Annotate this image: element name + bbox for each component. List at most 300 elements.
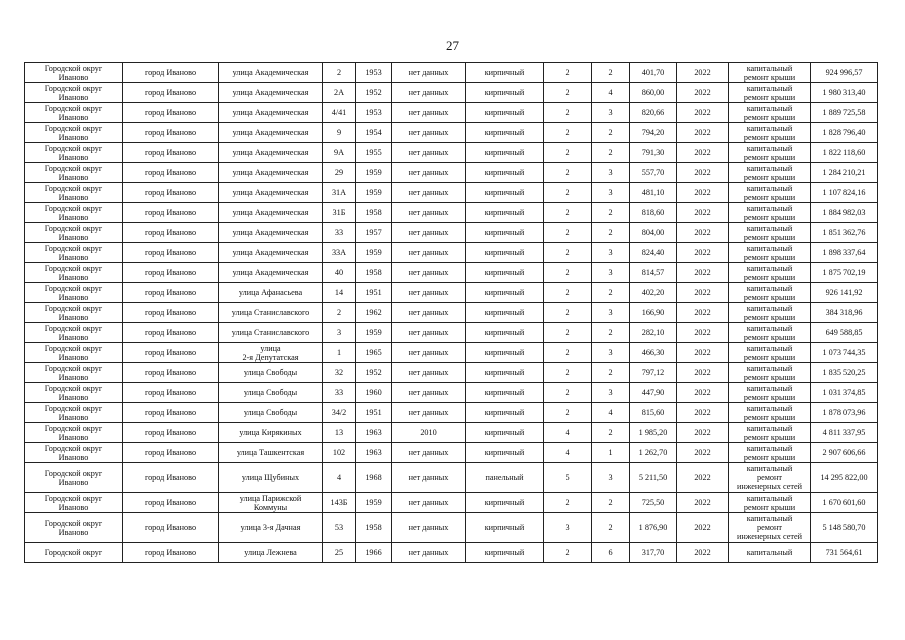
street-cell: улица Академическая: [219, 263, 323, 283]
overhaul-year-cell: нет данных: [392, 203, 466, 223]
floors-cell: 2: [544, 363, 592, 383]
overhaul-year-cell: нет данных: [392, 323, 466, 343]
wall-material-cell: кирпичный: [466, 513, 544, 543]
area-cell: 725,50: [630, 493, 677, 513]
municipality-cell: Городской округ Иваново: [25, 183, 123, 203]
entrances-cell: 2: [592, 123, 630, 143]
municipality-cell: Городской округ Иваново: [25, 513, 123, 543]
table-row: [25, 163, 878, 183]
year-built-cell: 1959: [356, 163, 392, 183]
street-cell: улица Академическая: [219, 63, 323, 83]
work-type-cell: капитальный ремонт инженерных сетей: [729, 463, 811, 493]
floors-cell: 2: [544, 323, 592, 343]
cost-cell: 1 670 601,60: [811, 493, 878, 513]
cost-cell: 1 980 313,40: [811, 83, 878, 103]
cost-cell: 5 148 580,70: [811, 513, 878, 543]
wall-material-cell: кирпичный: [466, 163, 544, 183]
street-cell: улица Лежнева: [219, 543, 323, 563]
settlement-cell: город Иваново: [123, 323, 219, 343]
entrances-cell: 2: [592, 493, 630, 513]
floors-cell: 2: [544, 83, 592, 103]
year-built-cell: 1962: [356, 303, 392, 323]
year-built-cell: 1955: [356, 143, 392, 163]
cost-cell: 924 996,57: [811, 63, 878, 83]
work-type-cell: капитальный ремонт крыши: [729, 283, 811, 303]
year-built-cell: 1951: [356, 403, 392, 423]
table-row: [25, 403, 878, 423]
work-type-cell: капитальный ремонт крыши: [729, 383, 811, 403]
floors-cell: 2: [544, 343, 592, 363]
floors-cell: 3: [544, 513, 592, 543]
street-cell: улица Академическая: [219, 243, 323, 263]
area-cell: 401,70: [630, 63, 677, 83]
floors-cell: 5: [544, 463, 592, 493]
street-cell: улица Академическая: [219, 123, 323, 143]
entrances-cell: 3: [592, 263, 630, 283]
year-built-cell: 1954: [356, 123, 392, 143]
cost-cell: 1 107 824,16: [811, 183, 878, 203]
plan-year-cell: 2022: [677, 223, 729, 243]
street-cell: улица Свободы: [219, 363, 323, 383]
settlement-cell: город Иваново: [123, 403, 219, 423]
cost-cell: 731 564,61: [811, 543, 878, 563]
overhaul-year-cell: нет данных: [392, 183, 466, 203]
overhaul-year-cell: нет данных: [392, 463, 466, 493]
municipality-cell: Городской округ Иваново: [25, 443, 123, 463]
year-built-cell: 1959: [356, 243, 392, 263]
cost-cell: 926 141,92: [811, 283, 878, 303]
wall-material-cell: кирпичный: [466, 203, 544, 223]
area-cell: 166,90: [630, 303, 677, 323]
plan-year-cell: 2022: [677, 83, 729, 103]
work-type-cell: капитальный ремонт крыши: [729, 143, 811, 163]
house-number-cell: 1: [323, 343, 356, 363]
entrances-cell: 3: [592, 303, 630, 323]
entrances-cell: 2: [592, 63, 630, 83]
year-built-cell: 1959: [356, 183, 392, 203]
settlement-cell: город Иваново: [123, 183, 219, 203]
area-cell: 818,60: [630, 203, 677, 223]
street-cell: улица Свободы: [219, 383, 323, 403]
table-row: [25, 493, 878, 513]
municipality-cell: Городской округ Иваново: [25, 423, 123, 443]
area-cell: 791,30: [630, 143, 677, 163]
year-built-cell: 1952: [356, 83, 392, 103]
area-cell: 820,66: [630, 103, 677, 123]
floors-cell: 2: [544, 63, 592, 83]
work-type-cell: капитальный ремонт крыши: [729, 493, 811, 513]
area-cell: 481,10: [630, 183, 677, 203]
floors-cell: 2: [544, 543, 592, 563]
wall-material-cell: кирпичный: [466, 423, 544, 443]
wall-material-cell: кирпичный: [466, 543, 544, 563]
wall-material-cell: кирпичный: [466, 363, 544, 383]
wall-material-cell: кирпичный: [466, 223, 544, 243]
street-cell: улица Ташкентская: [219, 443, 323, 463]
street-cell: улица Свободы: [219, 403, 323, 423]
overhaul-year-cell: нет данных: [392, 383, 466, 403]
entrances-cell: 3: [592, 183, 630, 203]
entrances-cell: 3: [592, 163, 630, 183]
entrances-cell: 4: [592, 83, 630, 103]
area-cell: 1 262,70: [630, 443, 677, 463]
street-cell: улица 3-я Дачная: [219, 513, 323, 543]
plan-year-cell: 2022: [677, 283, 729, 303]
wall-material-cell: кирпичный: [466, 143, 544, 163]
cost-cell: 1 851 362,76: [811, 223, 878, 243]
house-number-cell: 4/41: [323, 103, 356, 123]
settlement-cell: город Иваново: [123, 203, 219, 223]
settlement-cell: город Иваново: [123, 443, 219, 463]
municipality-cell: Городской округ Иваново: [25, 123, 123, 143]
table-row: [25, 343, 878, 363]
overhaul-year-cell: нет данных: [392, 163, 466, 183]
area-cell: 447,90: [630, 383, 677, 403]
area-cell: 860,00: [630, 83, 677, 103]
cost-cell: 1 898 337,64: [811, 243, 878, 263]
table-row: [25, 263, 878, 283]
work-type-cell: капитальный ремонт крыши: [729, 363, 811, 383]
cost-cell: 1 878 073,96: [811, 403, 878, 423]
house-number-cell: 2: [323, 303, 356, 323]
overhaul-year-cell: нет данных: [392, 493, 466, 513]
wall-material-cell: кирпичный: [466, 243, 544, 263]
wall-material-cell: кирпичный: [466, 443, 544, 463]
floors-cell: 4: [544, 443, 592, 463]
house-number-cell: 31А: [323, 183, 356, 203]
floors-cell: 2: [544, 243, 592, 263]
municipality-cell: Городской округ Иваново: [25, 163, 123, 183]
house-number-cell: 2: [323, 63, 356, 83]
wall-material-cell: кирпичный: [466, 63, 544, 83]
house-number-cell: 31Б: [323, 203, 356, 223]
municipality-cell: Городской округ Иваново: [25, 203, 123, 223]
entrances-cell: 4: [592, 403, 630, 423]
municipality-cell: Городской округ Иваново: [25, 463, 123, 493]
year-built-cell: 1953: [356, 63, 392, 83]
municipality-cell: Городской округ Иваново: [25, 383, 123, 403]
table-row: [25, 303, 878, 323]
year-built-cell: 1959: [356, 323, 392, 343]
street-cell: улица Станиславского: [219, 323, 323, 343]
street-cell: улица Академическая: [219, 183, 323, 203]
house-number-cell: 32: [323, 363, 356, 383]
plan-year-cell: 2022: [677, 423, 729, 443]
house-number-cell: 25: [323, 543, 356, 563]
wall-material-cell: кирпичный: [466, 183, 544, 203]
area-cell: 814,57: [630, 263, 677, 283]
cost-cell: 1 284 210,21: [811, 163, 878, 183]
year-built-cell: 1966: [356, 543, 392, 563]
entrances-cell: 2: [592, 323, 630, 343]
settlement-cell: город Иваново: [123, 83, 219, 103]
house-number-cell: 13: [323, 423, 356, 443]
settlement-cell: город Иваново: [123, 463, 219, 493]
entrances-cell: 1: [592, 443, 630, 463]
table-row: [25, 283, 878, 303]
plan-year-cell: 2022: [677, 163, 729, 183]
wall-material-cell: кирпичный: [466, 383, 544, 403]
wall-material-cell: кирпичный: [466, 283, 544, 303]
table-row: [25, 83, 878, 103]
settlement-cell: город Иваново: [123, 103, 219, 123]
wall-material-cell: кирпичный: [466, 343, 544, 363]
plan-year-cell: 2022: [677, 63, 729, 83]
overhaul-year-cell: нет данных: [392, 83, 466, 103]
cost-cell: 1 875 702,19: [811, 263, 878, 283]
overhaul-year-cell: нет данных: [392, 303, 466, 323]
cost-cell: 1 031 374,85: [811, 383, 878, 403]
area-cell: 317,70: [630, 543, 677, 563]
work-type-cell: капитальный ремонт крыши: [729, 403, 811, 423]
overhaul-year-cell: нет данных: [392, 103, 466, 123]
cost-cell: 1 828 796,40: [811, 123, 878, 143]
plan-year-cell: 2022: [677, 243, 729, 263]
house-number-cell: 33: [323, 383, 356, 403]
overhaul-year-cell: нет данных: [392, 123, 466, 143]
house-number-cell: 3: [323, 323, 356, 343]
plan-year-cell: 2022: [677, 103, 729, 123]
area-cell: 804,00: [630, 223, 677, 243]
table-row: [25, 383, 878, 403]
year-built-cell: 1968: [356, 463, 392, 493]
work-type-cell: капитальный ремонт крыши: [729, 303, 811, 323]
street-cell: улица Академическая: [219, 83, 323, 103]
overhaul-year-cell: нет данных: [392, 283, 466, 303]
house-number-cell: 143Б: [323, 493, 356, 513]
house-number-cell: 4: [323, 463, 356, 493]
settlement-cell: город Иваново: [123, 303, 219, 323]
overhaul-year-cell: нет данных: [392, 343, 466, 363]
plan-year-cell: 2022: [677, 143, 729, 163]
table-row: [25, 423, 878, 443]
settlement-cell: город Иваново: [123, 63, 219, 83]
area-cell: 1 876,90: [630, 513, 677, 543]
floors-cell: 2: [544, 223, 592, 243]
wall-material-cell: кирпичный: [466, 323, 544, 343]
work-type-cell: капитальный ремонт крыши: [729, 123, 811, 143]
municipality-cell: Городской округ Иваново: [25, 223, 123, 243]
entrances-cell: 2: [592, 143, 630, 163]
floors-cell: 2: [544, 163, 592, 183]
year-built-cell: 1958: [356, 513, 392, 543]
municipality-cell: Городской округ Иваново: [25, 143, 123, 163]
floors-cell: 2: [544, 263, 592, 283]
street-cell: улица Академическая: [219, 103, 323, 123]
table-row: [25, 543, 878, 563]
settlement-cell: город Иваново: [123, 513, 219, 543]
year-built-cell: 1951: [356, 283, 392, 303]
entrances-cell: 2: [592, 513, 630, 543]
cost-cell: 384 318,96: [811, 303, 878, 323]
entrances-cell: 3: [592, 343, 630, 363]
plan-year-cell: 2022: [677, 363, 729, 383]
municipality-cell: Городской округ Иваново: [25, 243, 123, 263]
settlement-cell: город Иваново: [123, 423, 219, 443]
settlement-cell: город Иваново: [123, 223, 219, 243]
wall-material-cell: кирпичный: [466, 493, 544, 513]
plan-year-cell: 2022: [677, 383, 729, 403]
cost-cell: 1 835 520,25: [811, 363, 878, 383]
municipality-cell: Городской округ Иваново: [25, 343, 123, 363]
overhaul-year-cell: нет данных: [392, 263, 466, 283]
entrances-cell: 2: [592, 423, 630, 443]
street-cell: улица Академическая: [219, 223, 323, 243]
cost-cell: 649 588,85: [811, 323, 878, 343]
plan-year-cell: 2022: [677, 543, 729, 563]
entrances-cell: 3: [592, 243, 630, 263]
overhaul-year-cell: нет данных: [392, 443, 466, 463]
work-type-cell: капитальный ремонт крыши: [729, 163, 811, 183]
overhaul-year-cell: нет данных: [392, 363, 466, 383]
work-type-cell: капитальный ремонт крыши: [729, 323, 811, 343]
floors-cell: 2: [544, 143, 592, 163]
work-type-cell: капитальный ремонт инженерных сетей: [729, 513, 811, 543]
wall-material-cell: кирпичный: [466, 303, 544, 323]
municipality-cell: Городской округ Иваново: [25, 493, 123, 513]
cost-cell: 1 884 982,03: [811, 203, 878, 223]
area-cell: 815,60: [630, 403, 677, 423]
work-type-cell: капитальный ремонт крыши: [729, 63, 811, 83]
area-cell: 5 211,50: [630, 463, 677, 493]
table-row: [25, 143, 878, 163]
area-cell: 557,70: [630, 163, 677, 183]
wall-material-cell: кирпичный: [466, 103, 544, 123]
cost-cell: 2 907 606,66: [811, 443, 878, 463]
plan-year-cell: 2022: [677, 183, 729, 203]
municipality-cell: Городской округ: [25, 543, 123, 563]
plan-year-cell: 2022: [677, 203, 729, 223]
floors-cell: 2: [544, 403, 592, 423]
entrances-cell: 3: [592, 383, 630, 403]
work-type-cell: капитальный ремонт крыши: [729, 343, 811, 363]
table-row: [25, 513, 878, 543]
settlement-cell: город Иваново: [123, 543, 219, 563]
settlement-cell: город Иваново: [123, 283, 219, 303]
overhaul-year-cell: нет данных: [392, 513, 466, 543]
settlement-cell: город Иваново: [123, 363, 219, 383]
cost-cell: 1 073 744,35: [811, 343, 878, 363]
plan-year-cell: 2022: [677, 123, 729, 143]
cost-cell: 14 295 822,00: [811, 463, 878, 493]
floors-cell: 2: [544, 283, 592, 303]
area-cell: 402,20: [630, 283, 677, 303]
house-number-cell: 9А: [323, 143, 356, 163]
settlement-cell: город Иваново: [123, 123, 219, 143]
table-row: [25, 123, 878, 143]
table-row: [25, 203, 878, 223]
house-number-cell: 53: [323, 513, 356, 543]
floors-cell: 2: [544, 183, 592, 203]
overhaul-year-cell: 2010: [392, 423, 466, 443]
work-type-cell: капитальный: [729, 543, 811, 563]
year-built-cell: 1952: [356, 363, 392, 383]
area-cell: 1 985,20: [630, 423, 677, 443]
street-cell: улица Академическая: [219, 143, 323, 163]
year-built-cell: 1963: [356, 443, 392, 463]
municipality-cell: Городской округ Иваново: [25, 303, 123, 323]
area-cell: 282,10: [630, 323, 677, 343]
house-number-cell: 102: [323, 443, 356, 463]
table-row: [25, 63, 878, 83]
plan-year-cell: 2022: [677, 343, 729, 363]
municipality-cell: Городской округ Иваново: [25, 363, 123, 383]
table-row: [25, 443, 878, 463]
entrances-cell: 6: [592, 543, 630, 563]
year-built-cell: 1953: [356, 103, 392, 123]
area-cell: 824,40: [630, 243, 677, 263]
table-row: [25, 243, 878, 263]
entrances-cell: 2: [592, 203, 630, 223]
overhaul-year-cell: нет данных: [392, 543, 466, 563]
cost-cell: 1 889 725,58: [811, 103, 878, 123]
entrances-cell: 3: [592, 463, 630, 493]
entrances-cell: 2: [592, 283, 630, 303]
year-built-cell: 1960: [356, 383, 392, 403]
municipality-cell: Городской округ Иваново: [25, 323, 123, 343]
plan-year-cell: 2022: [677, 323, 729, 343]
house-number-cell: 34/2: [323, 403, 356, 423]
year-built-cell: 1959: [356, 493, 392, 513]
year-built-cell: 1965: [356, 343, 392, 363]
floors-cell: 2: [544, 383, 592, 403]
overhaul-year-cell: нет данных: [392, 223, 466, 243]
work-type-cell: капитальный ремонт крыши: [729, 263, 811, 283]
table-row: [25, 363, 878, 383]
street-cell: улица Афанасьева: [219, 283, 323, 303]
municipality-cell: Городской округ Иваново: [25, 263, 123, 283]
page-number: 27: [446, 38, 459, 53]
street-cell: улица 2-я Депутатская: [219, 343, 323, 363]
overhaul-year-cell: нет данных: [392, 63, 466, 83]
entrances-cell: 3: [592, 103, 630, 123]
wall-material-cell: кирпичный: [466, 83, 544, 103]
year-built-cell: 1957: [356, 223, 392, 243]
municipality-cell: Городской округ Иваново: [25, 63, 123, 83]
work-type-cell: капитальный ремонт крыши: [729, 183, 811, 203]
year-built-cell: 1958: [356, 263, 392, 283]
work-type-cell: капитальный ремонт крыши: [729, 103, 811, 123]
area-cell: 797,12: [630, 363, 677, 383]
wall-material-cell: панельный: [466, 463, 544, 493]
street-cell: улица Академическая: [219, 203, 323, 223]
wall-material-cell: кирпичный: [466, 263, 544, 283]
street-cell: улица Парижской Коммуны: [219, 493, 323, 513]
cost-cell: 1 822 118,60: [811, 143, 878, 163]
street-cell: улица Станиславского: [219, 303, 323, 323]
entrances-cell: 2: [592, 363, 630, 383]
municipality-cell: Городской округ Иваново: [25, 103, 123, 123]
overhaul-year-cell: нет данных: [392, 403, 466, 423]
area-cell: 466,30: [630, 343, 677, 363]
settlement-cell: город Иваново: [123, 493, 219, 513]
table-row: [25, 323, 878, 343]
floors-cell: 2: [544, 203, 592, 223]
street-cell: улица Кирякиных: [219, 423, 323, 443]
overhaul-year-cell: нет данных: [392, 143, 466, 163]
street-cell: улица Щубиных: [219, 463, 323, 493]
house-number-cell: 33А: [323, 243, 356, 263]
settlement-cell: город Иваново: [123, 243, 219, 263]
house-number-cell: 40: [323, 263, 356, 283]
settlement-cell: город Иваново: [123, 143, 219, 163]
table-row: [25, 223, 878, 243]
house-number-cell: 2А: [323, 83, 356, 103]
plan-year-cell: 2022: [677, 303, 729, 323]
settlement-cell: город Иваново: [123, 263, 219, 283]
work-type-cell: капитальный ремонт крыши: [729, 223, 811, 243]
street-cell: улица Академическая: [219, 163, 323, 183]
